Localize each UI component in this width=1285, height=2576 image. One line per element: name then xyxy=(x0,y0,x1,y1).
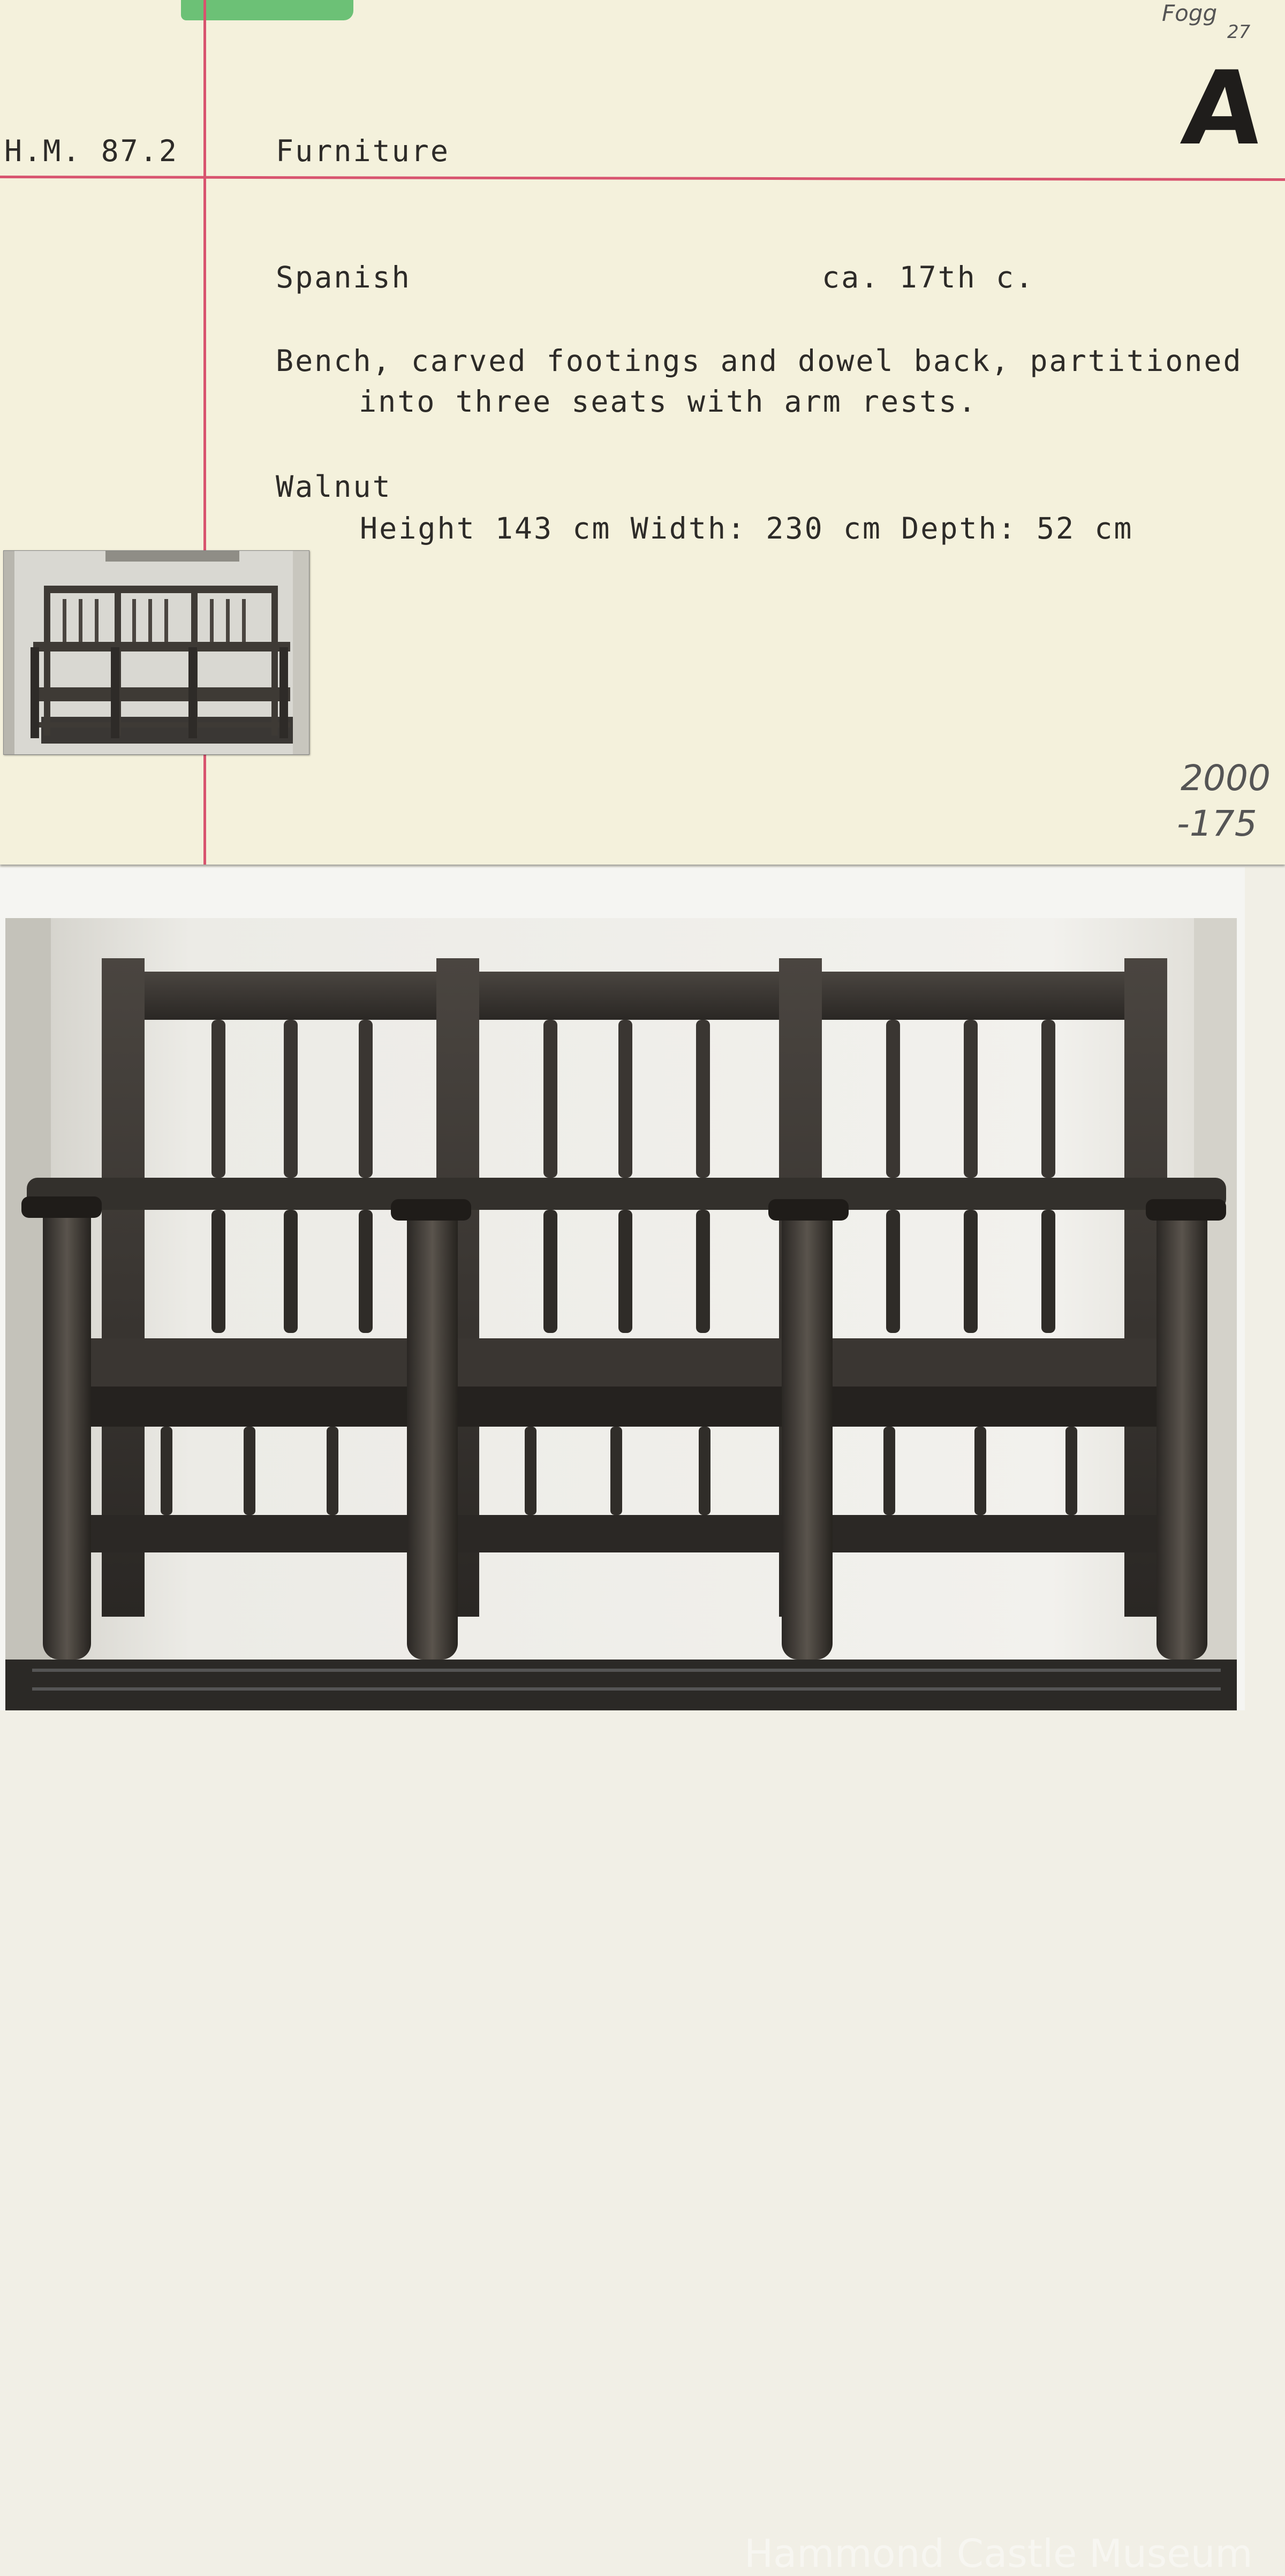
origin-text: Spanish xyxy=(276,260,411,294)
bench-thumbnail-photo xyxy=(3,550,309,755)
horizontal-rule xyxy=(0,176,1285,181)
corner-note-fogg: Fogg xyxy=(1162,0,1218,26)
description-line-2: into three seats with arm rests. xyxy=(359,384,978,419)
corner-note-number: 27 xyxy=(1227,21,1251,43)
description-line-1: Bench, carved footings and dowel back, partitioned xyxy=(276,344,1243,378)
catalog-card xyxy=(0,0,1285,865)
category-label: Furniture xyxy=(276,134,450,168)
green-marker-stripe xyxy=(181,0,353,20)
grade-letter: A xyxy=(1177,49,1268,168)
accession-number: H.M. 87.2 xyxy=(4,134,179,168)
pencil-note-bottom: -175 xyxy=(1177,803,1257,844)
date-text: ca. 17th c. xyxy=(822,260,1035,294)
museum-watermark: Hammond Castle Museum xyxy=(744,2531,1253,2576)
bench-photograph xyxy=(0,867,1253,2576)
dimensions-text: Height 143 cm Width: 230 cm Depth: 52 cm xyxy=(360,511,1133,545)
pencil-note-top: 2000 xyxy=(1181,757,1271,799)
material-text: Walnut xyxy=(276,469,392,504)
